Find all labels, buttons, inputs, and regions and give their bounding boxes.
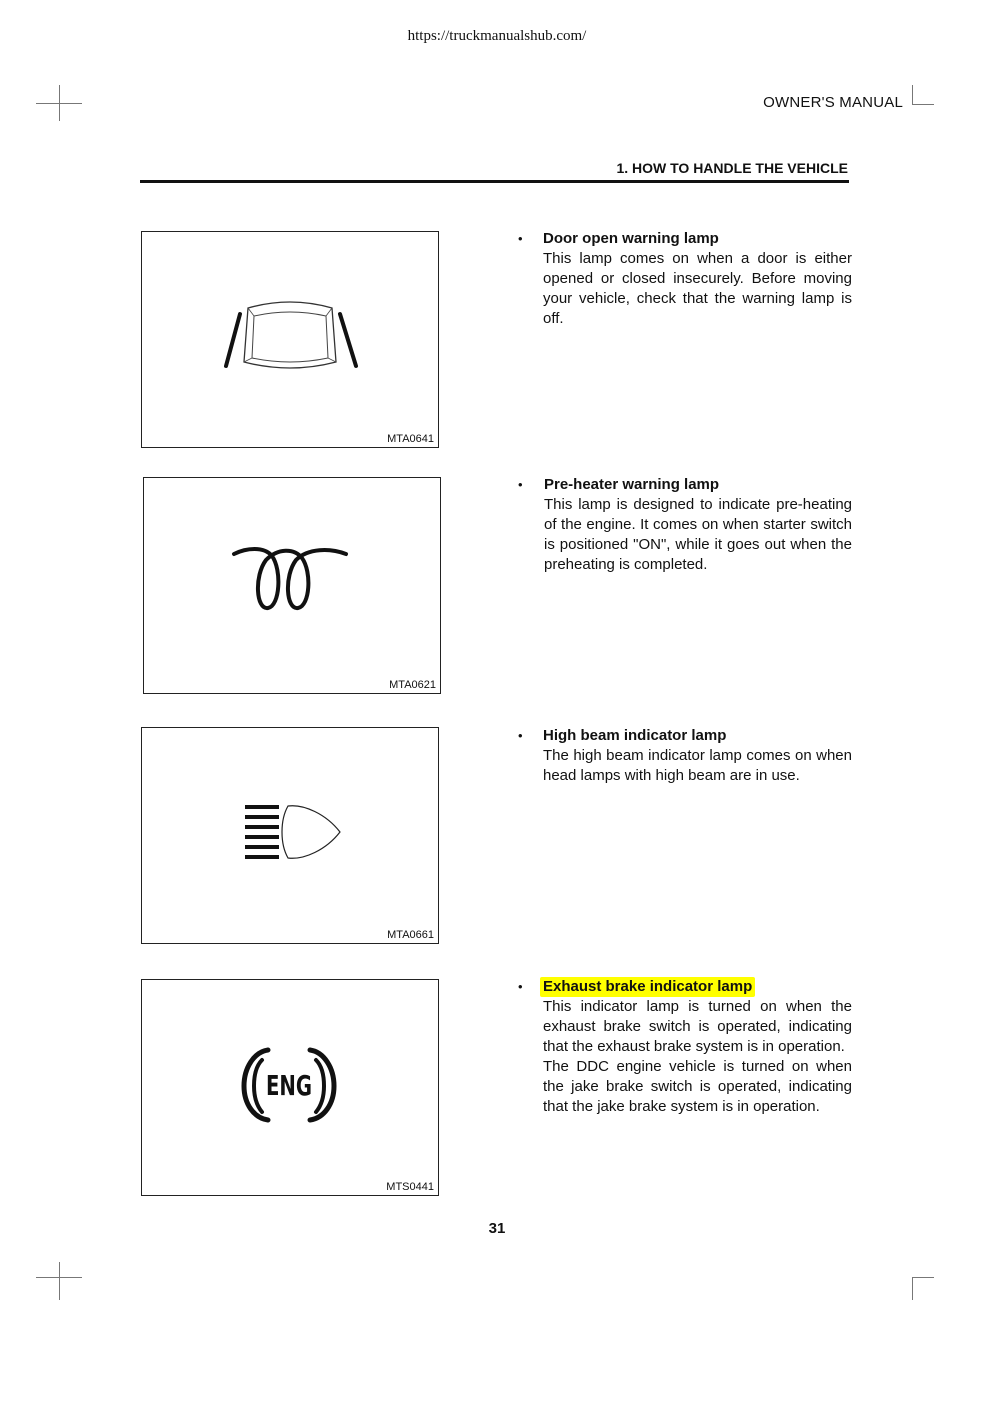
crop-mark [912, 104, 934, 105]
figure-code: MTA0661 [387, 929, 434, 941]
figure-preheater [143, 477, 441, 694]
item-title: High beam indicator lamp [543, 727, 727, 744]
item-paragraph: The high beam indicator lamp comes on when head lamps with high beam are in use. [543, 747, 852, 784]
crop-mark [59, 85, 60, 121]
manual-title: OWNER'S MANUAL [763, 94, 903, 111]
item-paragraph: The DDC engine vehicle is turned on when the jake brake switch is operated, indicating that the jake brake system is in operation. [543, 1058, 852, 1115]
item-body [543, 249, 852, 329]
bullet: • [518, 477, 523, 492]
exhaust-brake-icon [142, 980, 438, 1195]
page-number: 31 [488, 1220, 506, 1237]
item-body [543, 997, 852, 1117]
crop-mark [912, 1277, 934, 1278]
crop-mark [912, 1277, 913, 1300]
figure-code: MTA0621 [389, 679, 436, 691]
list-item [518, 475, 852, 575]
bullet: • [518, 979, 523, 994]
item-body [544, 495, 852, 575]
figure-exhaust-brake [141, 979, 439, 1196]
list-item [518, 726, 852, 786]
eng-icon-label: ENG [265, 1069, 313, 1102]
high-beam-icon [142, 728, 438, 943]
preheater-coil-icon [144, 478, 440, 693]
list-item [518, 229, 852, 329]
item-paragraph: This indicator lamp is turned on when the exhaust brake switch is operated, indicating that the exhaust brake system is in operation. [543, 998, 852, 1055]
bullet: • [518, 231, 523, 246]
bullet: • [518, 728, 523, 743]
item-title: Pre-heater warning lamp [544, 476, 720, 493]
item-paragraph: This lamp is designed to indicate pre-heating of the engine. It comes on when starter switch is positioned "ON", while it goes out when the preheating is completed. [544, 496, 852, 573]
figure-code: MTS0441 [386, 1181, 434, 1193]
section-title: 1. HOW TO HANDLE THE VEHICLE [616, 160, 848, 176]
crop-mark [59, 1262, 60, 1300]
item-title: Door open warning lamp [543, 230, 719, 247]
figure-high-beam [141, 727, 439, 944]
list-item [518, 977, 852, 1117]
source-url: https://truckmanualshub.com/ [407, 28, 587, 44]
section-divider [140, 180, 849, 183]
figure-door-open [141, 231, 439, 448]
door-open-icon [142, 232, 438, 447]
item-paragraph: This lamp comes on when a door is either opened or closed insecurely. Before moving your vehicle, check that the warning lamp is off. [543, 250, 852, 327]
figure-code: MTA0641 [387, 433, 434, 445]
crop-mark [912, 85, 913, 105]
item-body [543, 746, 852, 786]
item-title-highlighted: Exhaust brake indicator lamp [540, 977, 755, 997]
